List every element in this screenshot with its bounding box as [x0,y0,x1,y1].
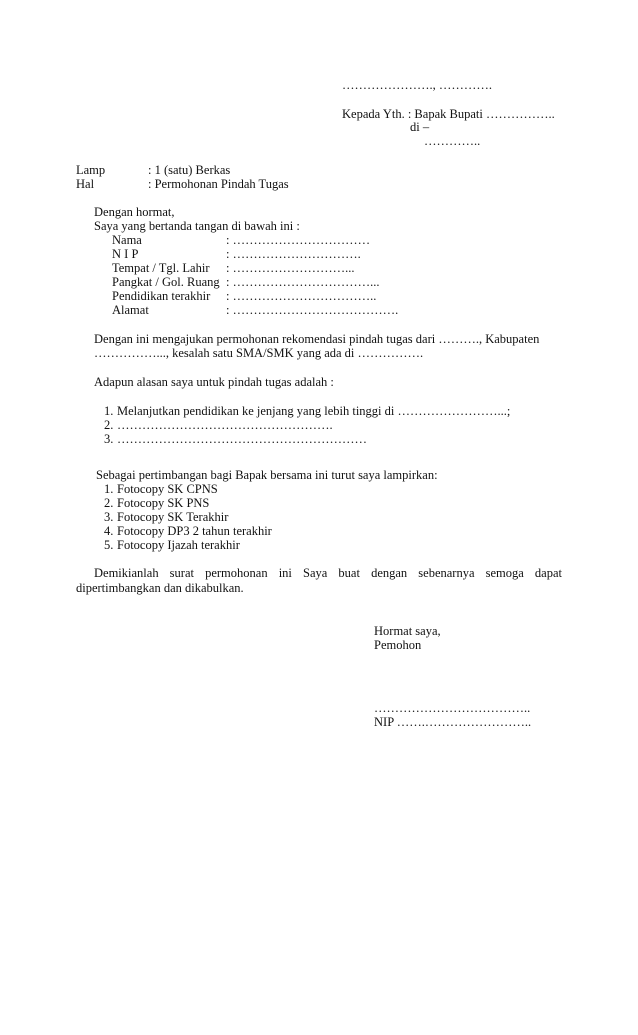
item-text: Fotocopy Ijazah terakhir [117,538,240,552]
item-text: …………………………………………………… [117,432,367,446]
reasons-intro: Adapun alasan saya untuk pindah tugas adalah : [94,375,334,389]
attachment-item [104,496,209,511]
item-number: 3. [104,432,114,446]
field-value: : ………………………... [226,261,355,275]
item-text: Melanjutkan pendidikan ke jenjang yang lebih tinggi di ……………………...; [117,404,511,418]
attachment-item [104,538,240,553]
attachment-item [104,482,218,497]
field-alamat [112,303,398,318]
lamp-label: Lamp [76,163,106,177]
recipient-place: ………….. [424,134,481,148]
item-text: Fotocopy SK PNS [117,496,210,510]
item-number: 5. [104,538,114,552]
lamp-row [76,163,230,178]
field-label: Alamat [112,303,149,317]
item-number: 3. [104,510,114,524]
recipient-di: di – [410,120,430,134]
signature-hormat: Hormat saya, [374,624,441,638]
attachments-intro: Sebagai pertimbangan bagi Bapak bersama ini turut saya lampirkan: [96,468,438,482]
field-pangkat-gol [112,275,379,290]
signature-nip-line: NIP …….…………………….. [374,715,532,729]
request-line-2: ……………..., kesalah satu SMA/SMK yang ada di ……………. [94,346,424,360]
hal-value: : Permohonan Pindah Tugas [148,177,289,191]
field-value: : …………………………… [226,233,371,247]
field-nip [112,247,361,262]
field-value: : …………………………….. [226,289,377,303]
field-value: : …………………………. [226,247,361,261]
field-label: Pangkat / Gol. Ruang [112,275,220,289]
field-value: : ……………………………... [226,275,380,289]
field-pendidikan [112,289,376,304]
reason-item [104,418,333,433]
place-date: …………………., …………. [342,78,492,92]
attachment-item [104,524,272,539]
item-text: Fotocopy DP3 2 tahun terakhir [117,524,272,538]
signature-role: Pemohon [374,638,422,652]
field-label: Pendidikan terakhir [112,289,211,303]
field-tempat-tgl-lahir [112,261,354,276]
attachment-item [104,510,228,525]
item-text: Fotocopy SK CPNS [117,482,218,496]
lamp-value: : 1 (satu) Berkas [148,163,231,177]
reason-item [104,404,510,419]
field-value: : …………………………………. [226,303,399,317]
item-text: ……………………………………………. [117,418,333,432]
closing-line-1: Demikianlah surat permohonan ini Saya buat dengan sebenarnya semoga dapat [94,566,562,580]
field-label: N I P [112,247,139,261]
greeting: Dengan hormat, [94,205,175,219]
recipient-line: Kepada Yth. : Bapak Bupati …………….. [342,107,555,121]
closing-line-2: dipertimbangkan dan dikabulkan. [76,581,244,595]
hal-label: Hal [76,177,95,191]
item-number: 4. [104,524,114,538]
item-text: Fotocopy SK Terakhir [117,510,229,524]
hal-row [76,177,289,192]
field-label: Nama [112,233,142,247]
item-number: 1. [104,404,114,418]
reason-item [104,432,367,447]
item-number: 2. [104,418,114,432]
signature-name-line: ……………………………….. [374,701,531,715]
intro-text: Saya yang bertanda tangan di bawah ini : [94,219,300,233]
field-nama [112,233,370,248]
field-label: Tempat / Tgl. Lahir [112,261,210,275]
request-line-1: Dengan ini mengajukan permohonan rekomendasi pindah tugas dari ………., Kabupaten [94,332,540,346]
item-number: 2. [104,496,114,510]
item-number: 1. [104,482,114,496]
